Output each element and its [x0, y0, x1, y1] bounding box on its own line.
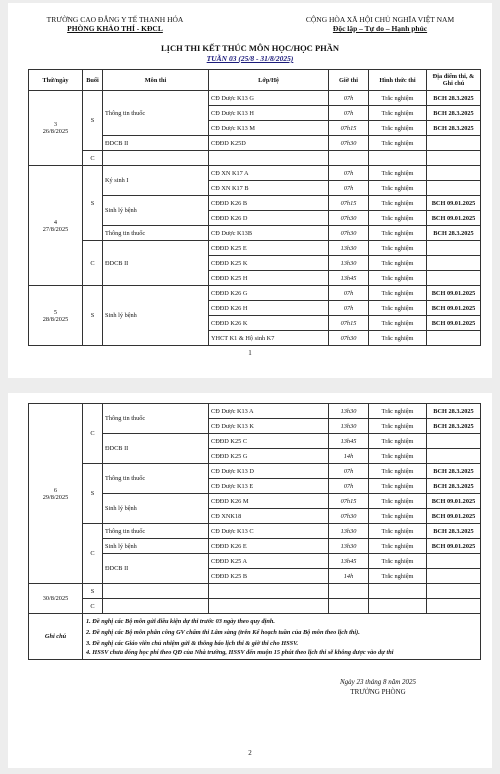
- document-page-1: [8, 3, 492, 378]
- location-cell: BCH 28.3.2025: [427, 106, 481, 121]
- subject-cell: ĐDCB II: [103, 554, 209, 584]
- location-cell: BCH 09.01.2025: [427, 539, 481, 554]
- session-cell: S: [83, 166, 103, 241]
- table-row: [29, 91, 481, 106]
- time-cell: 13h30: [329, 524, 369, 539]
- time-cell: 07h: [329, 479, 369, 494]
- format-cell: Trắc nghiệm: [369, 524, 427, 539]
- note-item: 4. HSSV chưa đóng học phí theo QĐ của Nhà trường, HSSV đến muộn 15 phút theo lịch thi sẽ không được vào dự thi: [86, 649, 394, 656]
- class-cell: CĐĐD K25 H: [209, 271, 329, 286]
- class-cell: CĐĐD K25 C: [209, 434, 329, 449]
- class-cell: CĐ Dược K13 D: [209, 464, 329, 479]
- col-header-day: Thứ/ngày: [29, 70, 83, 91]
- time-cell: 13h30: [329, 256, 369, 271]
- time-cell: [329, 599, 369, 614]
- table-header-row: [29, 70, 481, 91]
- schedule-table-page-2: [28, 403, 481, 660]
- format-cell: Trắc nghiệm: [369, 464, 427, 479]
- location-cell: BCH 09.01.2025: [427, 494, 481, 509]
- format-cell: [369, 584, 427, 599]
- class-cell: YHCT K1 & Hộ sinh K7: [209, 331, 329, 346]
- class-cell: CĐĐD K26 D: [209, 211, 329, 226]
- subject-cell: [103, 599, 209, 614]
- class-cell: CĐĐD K25 E: [209, 241, 329, 256]
- format-cell: [369, 599, 427, 614]
- table-row: [29, 404, 481, 419]
- class-cell: CĐ Dược K13B: [209, 226, 329, 241]
- format-cell: Trắc nghiệm: [369, 91, 427, 106]
- location-cell: [427, 449, 481, 464]
- format-cell: Trắc nghiệm: [369, 166, 427, 181]
- class-cell: CĐĐD K25 G: [209, 449, 329, 464]
- time-cell: 07h30: [329, 331, 369, 346]
- col-header-subject: Môn thi: [103, 70, 209, 91]
- time-cell: 07h: [329, 464, 369, 479]
- location-cell: BCH 28.3.2025: [427, 404, 481, 419]
- class-cell: CĐĐD K25 A: [209, 554, 329, 569]
- col-header-location: Địa điểm thi, & Ghi chú: [427, 70, 481, 91]
- location-cell: BCH 09.01.2025: [427, 196, 481, 211]
- subject-cell: Thông tin thuốc: [103, 524, 209, 539]
- location-cell: [427, 331, 481, 346]
- format-cell: Trắc nghiệm: [369, 331, 427, 346]
- format-cell: Trắc nghiệm: [369, 494, 427, 509]
- class-cell: CĐ XN K17 B: [209, 181, 329, 196]
- session-cell: C: [83, 404, 103, 464]
- country-name: CỘNG HÒA XÃ HỘI CHỦ NGHĨA VIỆT NAM: [305, 15, 455, 24]
- class-cell: CĐ Dược K13 E: [209, 479, 329, 494]
- format-cell: Trắc nghiệm: [369, 301, 427, 316]
- subject-cell: Thông tin thuốc: [103, 226, 209, 241]
- table-row: [29, 464, 481, 479]
- format-cell: Trắc nghiệm: [369, 226, 427, 241]
- class-cell: CĐ XN K17 A: [209, 166, 329, 181]
- location-cell: [427, 599, 481, 614]
- day-cell: 6 29/8/2025: [29, 404, 83, 584]
- format-cell: Trắc nghiệm: [369, 271, 427, 286]
- time-cell: [329, 584, 369, 599]
- time-cell: 13h45: [329, 434, 369, 449]
- location-cell: BCH 09.01.2025: [427, 286, 481, 301]
- location-cell: BCH 09.01.2025: [427, 316, 481, 331]
- subject-cell: Thông tin thuốc: [103, 464, 209, 494]
- time-cell: 14h: [329, 569, 369, 584]
- class-cell: CĐĐD K26 K: [209, 316, 329, 331]
- session-cell: S: [83, 286, 103, 346]
- subject-cell: Sinh lý bệnh: [103, 286, 209, 346]
- location-cell: BCH 28.3.2025: [427, 464, 481, 479]
- format-cell: Trắc nghiệm: [369, 419, 427, 434]
- note-item: 2. Đề nghị các Bộ môn phân công GV chấm thi Lâm sàng (trên Kế hoạch tuần của Bộ môn theo lịch thi).: [86, 629, 360, 636]
- subject-cell: ĐDCB II: [103, 241, 209, 286]
- session-cell: C: [83, 524, 103, 584]
- format-cell: Trắc nghiệm: [369, 539, 427, 554]
- class-cell: [209, 584, 329, 599]
- location-cell: BCH 28.3.2025: [427, 121, 481, 136]
- subject-cell: [103, 151, 209, 166]
- location-cell: BCH 28.3.2025: [427, 419, 481, 434]
- session-cell: S: [83, 464, 103, 524]
- class-cell: [209, 599, 329, 614]
- note-item: 1. Đề nghị các Bộ môn gửi điều kiện dự thi trước 03 ngày theo quy định.: [86, 618, 275, 625]
- subject-cell: ĐDCB II: [103, 434, 209, 464]
- page-number: 1: [248, 349, 252, 357]
- time-cell: 13h30: [329, 241, 369, 256]
- class-cell: CĐĐD K26 B: [209, 196, 329, 211]
- class-cell: CĐĐD K25D: [209, 136, 329, 151]
- table-row: [29, 151, 481, 166]
- time-cell: 07h15: [329, 494, 369, 509]
- class-cell: CĐĐD K26 M: [209, 494, 329, 509]
- format-cell: Trắc nghiệm: [369, 509, 427, 524]
- session-cell: S: [83, 91, 103, 151]
- format-cell: Trắc nghiệm: [369, 316, 427, 331]
- class-cell: CĐ Dược K13 G: [209, 91, 329, 106]
- location-cell: [427, 569, 481, 584]
- location-cell: [427, 256, 481, 271]
- location-cell: [427, 166, 481, 181]
- time-cell: 07h30: [329, 211, 369, 226]
- document-subtitle: TUẦN 03 (25/8 - 31/8/2025): [206, 54, 294, 63]
- format-cell: Trắc nghiệm: [369, 569, 427, 584]
- document-title: LỊCH THI KẾT THÚC MÔN HỌC/HỌC PHẦN: [160, 43, 340, 53]
- format-cell: Trắc nghiệm: [369, 136, 427, 151]
- format-cell: Trắc nghiệm: [369, 479, 427, 494]
- location-cell: BCH 28.3.2025: [427, 91, 481, 106]
- format-cell: Trắc nghiệm: [369, 449, 427, 464]
- time-cell: 07h30: [329, 226, 369, 241]
- table-row: [29, 166, 481, 181]
- time-cell: 07h15: [329, 196, 369, 211]
- class-cell: CĐĐD K26 G: [209, 286, 329, 301]
- subject-cell: [103, 584, 209, 599]
- table-row: [29, 584, 481, 599]
- format-cell: Trắc nghiệm: [369, 404, 427, 419]
- class-cell: CĐĐD K26 E: [209, 539, 329, 554]
- location-cell: BCH 09.01.2025: [427, 211, 481, 226]
- time-cell: 07h: [329, 286, 369, 301]
- class-cell: CĐ XNK18: [209, 509, 329, 524]
- location-cell: [427, 434, 481, 449]
- time-cell: 07h: [329, 181, 369, 196]
- table-row: [29, 241, 481, 256]
- table-row: [29, 286, 481, 301]
- class-cell: [209, 151, 329, 166]
- national-motto: [280, 15, 480, 33]
- format-cell: Trắc nghiệm: [369, 554, 427, 569]
- motto: Độc lập – Tự do – Hạnh phúc: [332, 24, 428, 33]
- time-cell: 07h: [329, 301, 369, 316]
- time-cell: 07h15: [329, 121, 369, 136]
- location-cell: BCH 28.3.2025: [427, 226, 481, 241]
- subject-cell: Sinh lý bệnh: [103, 196, 209, 226]
- class-cell: CĐ Dược K13 C: [209, 524, 329, 539]
- format-cell: Trắc nghiệm: [369, 286, 427, 301]
- format-cell: Trắc nghiệm: [369, 434, 427, 449]
- table-row: [29, 599, 481, 614]
- day-cell: 30/8/2025: [29, 584, 83, 614]
- time-cell: 07h30: [329, 136, 369, 151]
- time-cell: 07h: [329, 166, 369, 181]
- session-cell: C: [83, 599, 103, 614]
- notes-list: [83, 614, 481, 660]
- time-cell: 07h: [329, 91, 369, 106]
- note-item: 3. Đề nghị các Giáo viên chủ nhiệm gửi & thông báo lịch thi & giờ thi cho HSSV.: [86, 640, 299, 647]
- institution-header: [30, 15, 200, 33]
- col-header-session: Buổi: [83, 70, 103, 91]
- time-cell: 13h30: [329, 404, 369, 419]
- class-cell: CĐĐD K26 H: [209, 301, 329, 316]
- subject-cell: Ký sinh I: [103, 166, 209, 196]
- location-cell: [427, 241, 481, 256]
- format-cell: Trắc nghiệm: [369, 181, 427, 196]
- signer-title: TRƯỞNG PHÒNG: [350, 688, 406, 696]
- time-cell: 13h45: [329, 554, 369, 569]
- format-cell: Trắc nghiệm: [369, 241, 427, 256]
- location-cell: [427, 584, 481, 599]
- institution-name: TRƯỜNG CAO ĐẲNG Y TẾ THANH HÓA: [46, 15, 184, 24]
- document-page-2: [8, 393, 492, 768]
- col-header-time: Giờ thi: [329, 70, 369, 91]
- class-cell: CĐ Dược K13 M: [209, 121, 329, 136]
- time-cell: 13h30: [329, 539, 369, 554]
- day-cell: 3 26/8/2025: [29, 91, 83, 166]
- time-cell: 13h45: [329, 271, 369, 286]
- session-cell: C: [83, 241, 103, 286]
- session-cell: S: [83, 584, 103, 599]
- class-cell: CĐ Dược K13 K: [209, 419, 329, 434]
- subject-cell: Sinh lý bệnh: [103, 494, 209, 524]
- class-cell: CĐĐD K25 B: [209, 569, 329, 584]
- page-number: 2: [248, 749, 252, 757]
- location-cell: BCH 28.3.2025: [427, 524, 481, 539]
- time-cell: 07h15: [329, 316, 369, 331]
- location-cell: BCH 09.01.2025: [427, 509, 481, 524]
- time-cell: 13h30: [329, 419, 369, 434]
- format-cell: Trắc nghiệm: [369, 121, 427, 136]
- format-cell: Trắc nghiệm: [369, 256, 427, 271]
- subject-cell: Sinh lý bệnh: [103, 539, 209, 554]
- subject-cell: Thông tin thuốc: [103, 91, 209, 136]
- time-cell: 07h: [329, 106, 369, 121]
- location-cell: [427, 181, 481, 196]
- signature-date: Ngày 23 tháng 8 năm 2025: [339, 678, 417, 686]
- location-cell: [427, 136, 481, 151]
- day-cell: 5 28/8/2025: [29, 286, 83, 346]
- notes-label: Ghi chú: [29, 614, 83, 660]
- format-cell: Trắc nghiệm: [369, 211, 427, 226]
- class-cell: CĐ Dược K13 A: [209, 404, 329, 419]
- subject-cell: Thông tin thuốc: [103, 404, 209, 434]
- location-cell: [427, 554, 481, 569]
- schedule-table-page-1: [28, 69, 481, 346]
- class-cell: CĐ Dược K13 H: [209, 106, 329, 121]
- time-cell: 14h: [329, 449, 369, 464]
- format-cell: Trắc nghiệm: [369, 196, 427, 211]
- format-cell: [369, 151, 427, 166]
- location-cell: [427, 151, 481, 166]
- class-cell: CĐĐD K25 K: [209, 256, 329, 271]
- session-cell: C: [83, 151, 103, 166]
- location-cell: BCH 09.01.2025: [427, 301, 481, 316]
- table-row: [29, 524, 481, 539]
- department-name: PHÒNG KHẢO THÍ - KĐCL: [67, 24, 163, 33]
- location-cell: BCH 28.3.2025: [427, 479, 481, 494]
- location-cell: [427, 271, 481, 286]
- notes-row: [29, 614, 481, 660]
- col-header-class: Lớp/Hệ: [209, 70, 329, 91]
- time-cell: 07h30: [329, 509, 369, 524]
- subject-cell: ĐDCB II: [103, 136, 209, 151]
- time-cell: [329, 151, 369, 166]
- format-cell: Trắc nghiệm: [369, 106, 427, 121]
- col-header-format: Hình thức thi: [369, 70, 427, 91]
- day-cell: 4 27/8/2025: [29, 166, 83, 286]
